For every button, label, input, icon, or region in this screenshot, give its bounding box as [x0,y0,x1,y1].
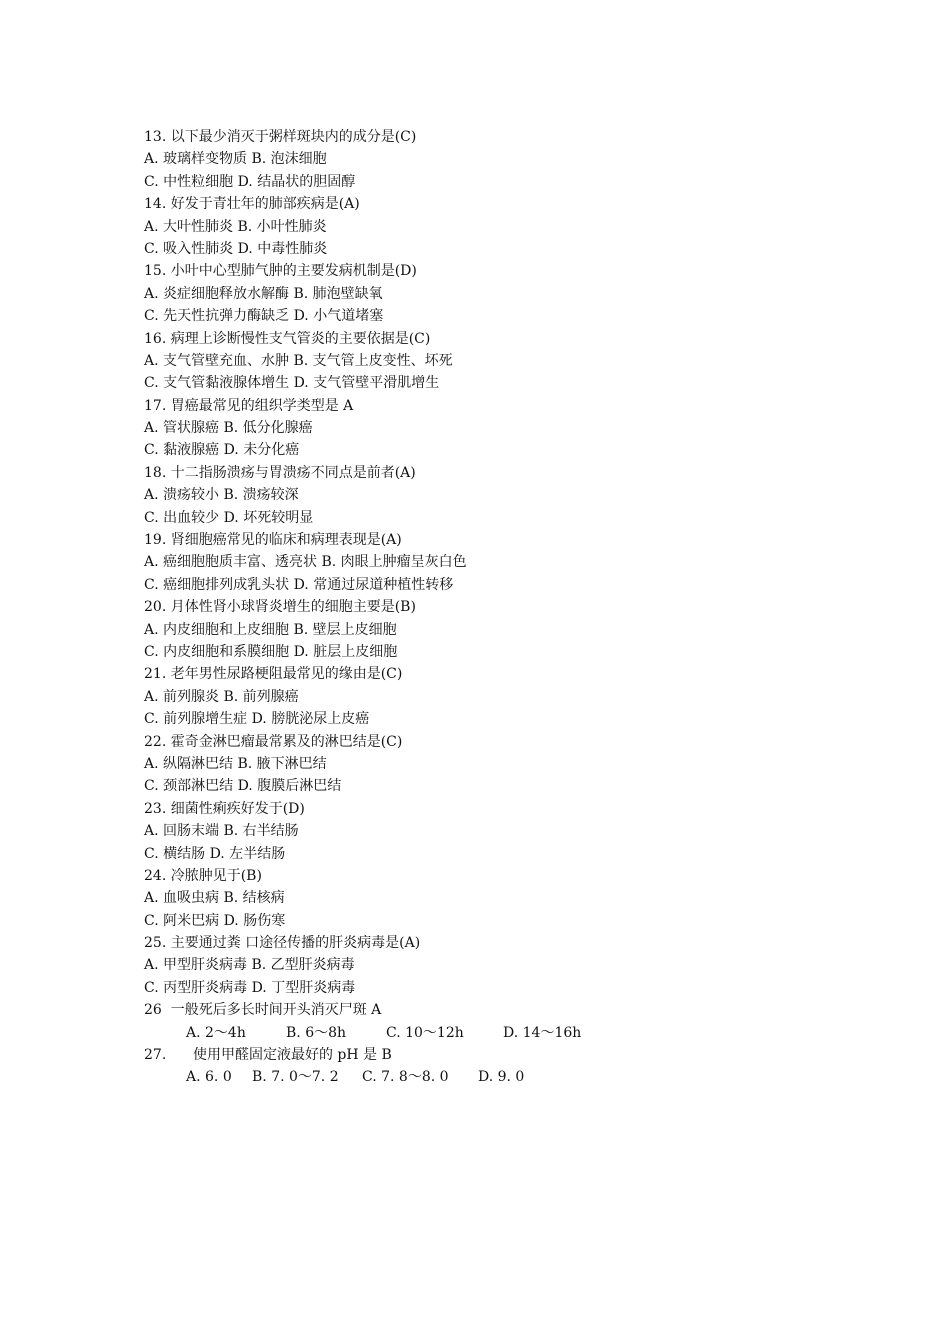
options-ab: A. 甲型肝炎病毒 B. 乙型肝炎病毒 [144,957,355,974]
options-cd: C. 先天性抗弹力酶缺乏 D. 小气道堵塞 [144,308,384,325]
options-ab: A. 炎症细胞释放水解酶 B. 肺泡壁缺氧 [144,285,383,302]
options-ab: A. 纵隔淋巴结 B. 腋下淋巴结 [144,755,327,772]
options-cd: C. 黏液腺癌 D. 未分化癌 [144,442,300,459]
question-stem: 25. 主要通过粪 口途径传播的肝炎病毒是(A) [144,935,421,952]
option-c: C. 7. 8～8. 0 [362,1069,449,1086]
question-stem: 14. 好发于青壮年的肺部疾病是(A) [144,196,360,213]
options-cd: C. 颈部淋巴结 D. 腹膜后淋巴结 [144,778,342,795]
options-cd: C. 内皮细胞和系膜细胞 D. 脏层上皮细胞 [144,643,398,660]
question-stem: 20. 月体性肾小球肾炎增生的细胞主要是(B) [144,599,416,616]
question-list [144,126,844,1089]
options-ab: A. 溃疡较小 B. 溃疡较深 [144,487,299,504]
question-stem: 23. 细菌性痢疾好发于(D) [144,800,305,817]
question-26-options [144,1022,844,1044]
question-stem: 13. 以下最少消灭于粥样斑块内的成分是(C) [144,129,417,145]
options-cd: C. 丙型肝炎病毒 D. 丁型肝炎病毒 [144,979,356,996]
question-stem: 18. 十二指肠溃疡与胃溃疡不同点是前者(A) [144,464,416,481]
question-stem: 19. 肾细胞癌常见的临床和病理表现是(A) [144,532,402,549]
options-cd: C. 癌细胞排列成乳头状 D. 常通过尿道种植性转移 [144,576,454,593]
options-ab: A. 大叶性肺炎 B. 小叶性肺炎 [144,218,327,235]
options-cd: C. 中性粒细胞 D. 结晶状的胆固醇 [144,173,356,190]
options-ab: A. 玻璃样变物质 B. 泡沫细胞 [144,151,327,168]
options-cd: C. 前列腺增生症 D. 膀胱泌尿上皮癌 [144,711,370,728]
options-ab: A. 内皮细胞和上皮细胞 B. 壁层上皮细胞 [144,621,397,638]
options-ab: A. 回肠末端 B. 右半结肠 [144,823,299,840]
question-stem: 21. 老年男性尿路梗阻最常见的缘由是(C) [144,666,403,683]
options-ab: A. 支气管壁充血、水肿 B. 支气管上皮变性、坏死 [144,352,453,369]
question-stem: 24. 冷脓肿见于(B) [144,867,262,884]
question-stem: 16. 病理上诊断慢性支气管炎的主要依据是(C) [144,330,431,347]
options-ab: A. 管状腺癌 B. 低分化腺癌 [144,420,313,437]
options-cd: C. 横结肠 D. 左半结肠 [144,845,286,862]
options-ab: A. 血吸虫病 B. 结核病 [144,890,285,907]
question-27-stem: 27. 使用甲醛固定液最好的 pH 是 B [144,1047,392,1064]
question-stem: 22. 霍奇金淋巴瘤最常累及的淋巴结是(C) [144,733,403,750]
options-cd: C. 吸入性肺炎 D. 中毒性肺炎 [144,240,328,257]
question-26-stem: 26 一般死后多长时间开头消灭尸斑 A [144,1002,382,1019]
options-cd: C. 阿米巴病 D. 肠伤寒 [144,912,286,929]
options-cd: C. 出血较少 D. 坏死较明显 [144,509,314,526]
option-b: B. 6～8h [286,1024,347,1041]
option-b: B. 7. 0～7. 2 [252,1069,339,1086]
option-c: C. 10～12h [386,1024,464,1041]
options-cd: C. 支气管黏液腺体增生 D. 支气管壁平滑肌增生 [144,375,440,392]
options-ab: A. 癌细胞胞质丰富、透亮状 B. 肉眼上肿瘤呈灰白色 [144,554,467,571]
option-d: D. 14～16h [503,1024,582,1041]
option-a: A. 2～4h [186,1024,246,1041]
question-stem: 17. 胃癌最常见的组织学类型是 A [144,397,354,414]
options-ab: A. 前列腺炎 B. 前列腺癌 [144,688,299,705]
question-stem: 15. 小叶中心型肺气肿的主要发病机制是(D) [144,263,417,280]
question-27-options [144,1066,844,1088]
option-d: D. 9. 0 [478,1069,525,1086]
option-a: A. 6. 0 [186,1069,232,1086]
